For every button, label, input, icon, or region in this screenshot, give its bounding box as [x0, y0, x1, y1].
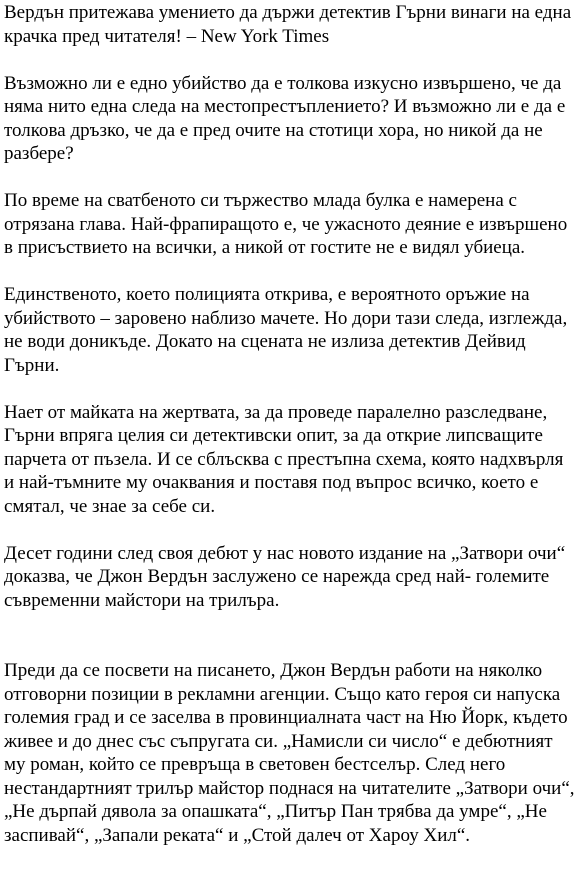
- intro-questions-paragraph: Възможно ли е едно убийство да е толкова изкусно извършено, че да няма нито една следа на местопрестъплението? И възможно ли е да е толкова дръзко, че да е пред очите на стотици хора, но никой да не разбере?: [4, 72, 566, 164]
- plot-paragraph-weapon: Единственото, което полицията открива, е вероятното оръжие на убийството – заровено наблизо мачете. Но дори тази следа, изглежда, не води доникъде. Докато на сцената не излиза детектив Дейвид Гърни.: [4, 284, 568, 376]
- document-body: [4, 1, 578, 871]
- press-quote-paragraph: Вердън притежава умението да държи детектив Гърни винаги на една крачка пред читателя! – New York Times: [4, 2, 572, 47]
- plot-paragraph-investigation: Нает от майката на жертвата, за да проведе паралелно разследване, Гърни впряга целия си детективски опит, за да открие липсващите парчета от пъзела. И се сблъсква с престъпна схема, която надхвърля и най-тъмните му очаквания и поставя под въпрос всичко, което е смятал, че знае за себе си.: [4, 401, 564, 517]
- edition-paragraph: Десет години след своя дебют у нас новото издание на „Затвори очи“ доказва, че Джон Вердън заслужено се нарежда сред най- големите съвременни майстори на трилъра.: [4, 542, 566, 611]
- author-bio-paragraph: Преди да се посвети на писането, Джон Вердън работи на няколко отговорни позиции в рекламни агенции. Също като героя си напуска големия град и се заселва в провинциалната част на Ню Йорк, където живее и до днес със съпругата си. „Намисли си число“ е дебютният му роман, който се превръща в световен бестселър. След него нестандартният трилър майстор поднася на читателите „Затвори очи“, „Не дърпай дявола за опашката“, „Питър Пан трябва да умре“, „Не заспивай“, „Запали реката“ и „Стой далеч от Хароу Хил“.: [4, 660, 575, 846]
- plot-paragraph-wedding: По време на сватбеното си тържество млада булка е намерена с отрязана глава. Най-фрапиращото е, че ужасното деяние е извършено в присъствието на всички, а никой от гостите не е видял убиеца.: [4, 190, 568, 258]
